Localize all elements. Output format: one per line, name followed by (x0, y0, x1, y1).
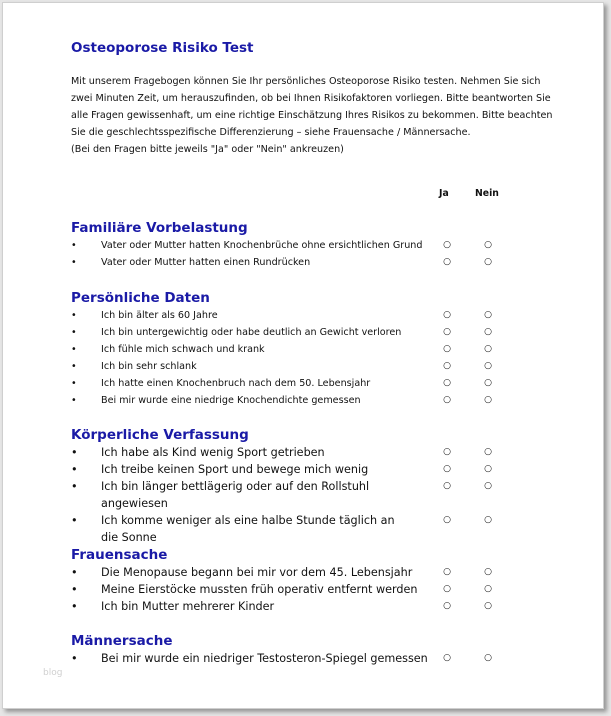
ja-radio[interactable]: ○ (443, 395, 451, 405)
nein-radio[interactable]: ○ (484, 378, 492, 388)
question-item (71, 324, 571, 341)
question-item (71, 358, 571, 375)
question-item (71, 564, 571, 581)
nein-radio[interactable]: ○ (484, 584, 492, 594)
question-text: Ich bin sehr schlank (101, 361, 197, 372)
question-item (71, 650, 571, 667)
nein-radio[interactable]: ○ (484, 240, 492, 250)
question-item (71, 237, 571, 254)
question-item (71, 581, 571, 598)
section-heading: Familiäre Vorbelastung (71, 220, 248, 236)
question-item (71, 375, 571, 392)
bullet-icon: • (71, 310, 77, 321)
intro-note: (Bei den Fragen bitte jeweils "Ja" oder "Nein" ankreuzen) (71, 144, 344, 155)
question-text: Meine Eierstöcke mussten früh operativ entfernt werden (101, 583, 418, 596)
nein-radio[interactable]: ○ (484, 395, 492, 405)
section-maennersache (71, 632, 571, 667)
question-item (71, 461, 571, 478)
bullet-icon: • (71, 514, 78, 527)
column-header-ja: Ja (439, 188, 449, 199)
column-header-nein: Nein (475, 188, 499, 199)
bullet-icon: • (71, 463, 78, 476)
question-text: Ich komme weniger als eine halbe Stunde täglich an die Sonne (101, 514, 395, 544)
question-text: Bei mir wurde ein niedriger Testosteron-Spiegel gemessen (101, 652, 428, 665)
section-heading: Frauensache (71, 547, 168, 563)
bullet-icon: • (71, 327, 77, 338)
bullet-icon: • (71, 240, 77, 251)
document-page (2, 2, 604, 709)
ja-radio[interactable]: ○ (443, 257, 451, 267)
intro-text (71, 73, 561, 158)
section-heading: Männersache (71, 633, 173, 649)
question-item (71, 512, 571, 546)
ja-radio[interactable]: ○ (443, 378, 451, 388)
ja-radio[interactable]: ○ (443, 361, 451, 371)
page-title: Osteoporose Risiko Test (71, 40, 254, 56)
question-item (71, 392, 571, 409)
nein-radio[interactable]: ○ (484, 653, 492, 663)
question-item (71, 254, 571, 271)
bullet-icon: • (71, 480, 78, 493)
question-text: Ich treibe keinen Sport und bewege mich wenig (101, 463, 369, 476)
nein-radio[interactable]: ○ (484, 327, 492, 337)
ja-radio[interactable]: ○ (443, 344, 451, 354)
nein-radio[interactable]: ○ (484, 257, 492, 267)
question-text: Bei mir wurde eine niedrige Knochendichte gemessen (101, 395, 361, 406)
question-item (71, 341, 571, 358)
question-text: Die Menopause begann bei mir vor dem 45. Lebensjahr (101, 566, 413, 579)
section-heading: Persönliche Daten (71, 290, 210, 306)
question-text: Ich bin länger bettlägerig oder auf den Rollstuhl angewiesen (101, 480, 370, 510)
bullet-icon: • (71, 566, 78, 579)
ja-radio[interactable]: ○ (443, 327, 451, 337)
nein-radio[interactable]: ○ (484, 344, 492, 354)
question-text: Vater oder Mutter hatten Knochenbrüche ohne ersichtlichen Grund (101, 240, 423, 251)
nein-radio[interactable]: ○ (484, 464, 492, 474)
question-text: Ich habe als Kind wenig Sport getrieben (101, 446, 325, 459)
question-item (71, 444, 571, 461)
section-frauensache (71, 546, 571, 615)
ja-radio[interactable]: ○ (443, 601, 451, 611)
question-item (71, 307, 571, 324)
bullet-icon: • (71, 600, 78, 613)
bullet-icon: • (71, 378, 77, 389)
nein-radio[interactable]: ○ (484, 447, 492, 457)
section-persoenliche-daten (71, 289, 571, 409)
ja-radio[interactable]: ○ (443, 567, 451, 577)
ja-radio[interactable]: ○ (443, 481, 451, 491)
bullet-icon: • (71, 361, 77, 372)
section-koerperliche-verfassung (71, 426, 571, 546)
bullet-icon: • (71, 446, 78, 459)
question-text: Ich fühle mich schwach und krank (101, 344, 265, 355)
intro-paragraph: Mit unserem Fragebogen können Sie Ihr persönliches Osteoporose Risiko testen. Nehmen Sie sich zwei Minuten Zeit, um herauszufinden, ob bei Ihnen Risikofaktoren vorliegen. Bitte beantworten Sie alle Fragen gewissenhaft, um eine richtige Einschätzung Ihres Risikos zu bekommen. Bitte beachten Sie die geschlechtsspezifische Differenzierung – siehe Frauensache / Männersache. (71, 76, 553, 138)
nein-radio[interactable]: ○ (484, 481, 492, 491)
bullet-icon: • (71, 344, 77, 355)
bullet-icon: • (71, 257, 77, 268)
ja-radio[interactable]: ○ (443, 447, 451, 457)
bullet-icon: • (71, 583, 78, 596)
nein-radio[interactable]: ○ (484, 361, 492, 371)
ja-radio[interactable]: ○ (443, 653, 451, 663)
nein-radio[interactable]: ○ (484, 515, 492, 525)
section-familiaere-vorbelastung (71, 219, 571, 271)
bullet-icon: • (71, 395, 77, 406)
question-text: Ich hatte einen Knochenbruch nach dem 50. Lebensjahr (101, 378, 371, 389)
question-item (71, 478, 571, 512)
bullet-icon: • (71, 652, 78, 665)
ja-radio[interactable]: ○ (443, 240, 451, 250)
section-heading: Körperliche Verfassung (71, 427, 249, 443)
question-text: Ich bin Mutter mehrerer Kinder (101, 600, 275, 613)
ja-radio[interactable]: ○ (443, 310, 451, 320)
question-text: Ich bin untergewichtig oder habe deutlich an Gewicht verloren (101, 327, 402, 338)
question-item (71, 598, 571, 615)
ja-radio[interactable]: ○ (443, 584, 451, 594)
question-text: Vater oder Mutter hatten einen Rundrücken (101, 257, 311, 268)
nein-radio[interactable]: ○ (484, 601, 492, 611)
ja-radio[interactable]: ○ (443, 464, 451, 474)
nein-radio[interactable]: ○ (484, 310, 492, 320)
question-text: Ich bin älter als 60 Jahre (101, 310, 218, 321)
nein-radio[interactable]: ○ (484, 567, 492, 577)
watermark: blog (43, 668, 63, 678)
ja-radio[interactable]: ○ (443, 515, 451, 525)
